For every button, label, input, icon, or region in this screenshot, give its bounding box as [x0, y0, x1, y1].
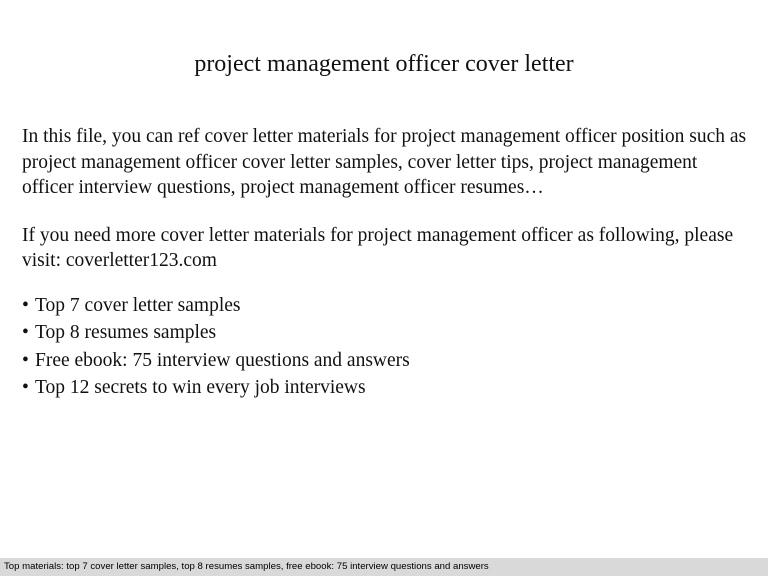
- list-item-label: Free ebook: 75 interview questions and answers: [35, 349, 410, 371]
- page-title: project management officer cover letter: [194, 51, 574, 77]
- list-item: [22, 292, 752, 320]
- bullet-icon: •: [22, 294, 29, 316]
- bullet-icon: •: [22, 349, 29, 371]
- intro-paragraph: In this file, you can ref cover letter materials for project management officer position such as project management officer cover letter samples, cover letter tips, project management officer interview questions, project management officer resumes…: [22, 126, 747, 198]
- list-item-label: Top 12 secrets to win every job interviews: [35, 377, 366, 398]
- list-item: [22, 347, 752, 375]
- footer-bar: Top materials: top 7 cover letter samples, top 8 resumes samples, free ebook: 75 interview questions and answers: [0, 558, 768, 576]
- visit-paragraph: If you need more cover letter materials for project management officer as following, please visit: coverletter123.com: [22, 224, 734, 271]
- bullet-icon: •: [22, 377, 29, 398]
- list-item: [22, 374, 752, 402]
- materials-list: [22, 292, 752, 402]
- list-item: [22, 319, 752, 347]
- slide-body: [22, 124, 752, 402]
- bullet-icon: •: [22, 322, 29, 343]
- list-item-label: Top 8 resumes samples: [35, 322, 217, 343]
- list-item-label: Top 7 cover letter samples: [35, 294, 241, 316]
